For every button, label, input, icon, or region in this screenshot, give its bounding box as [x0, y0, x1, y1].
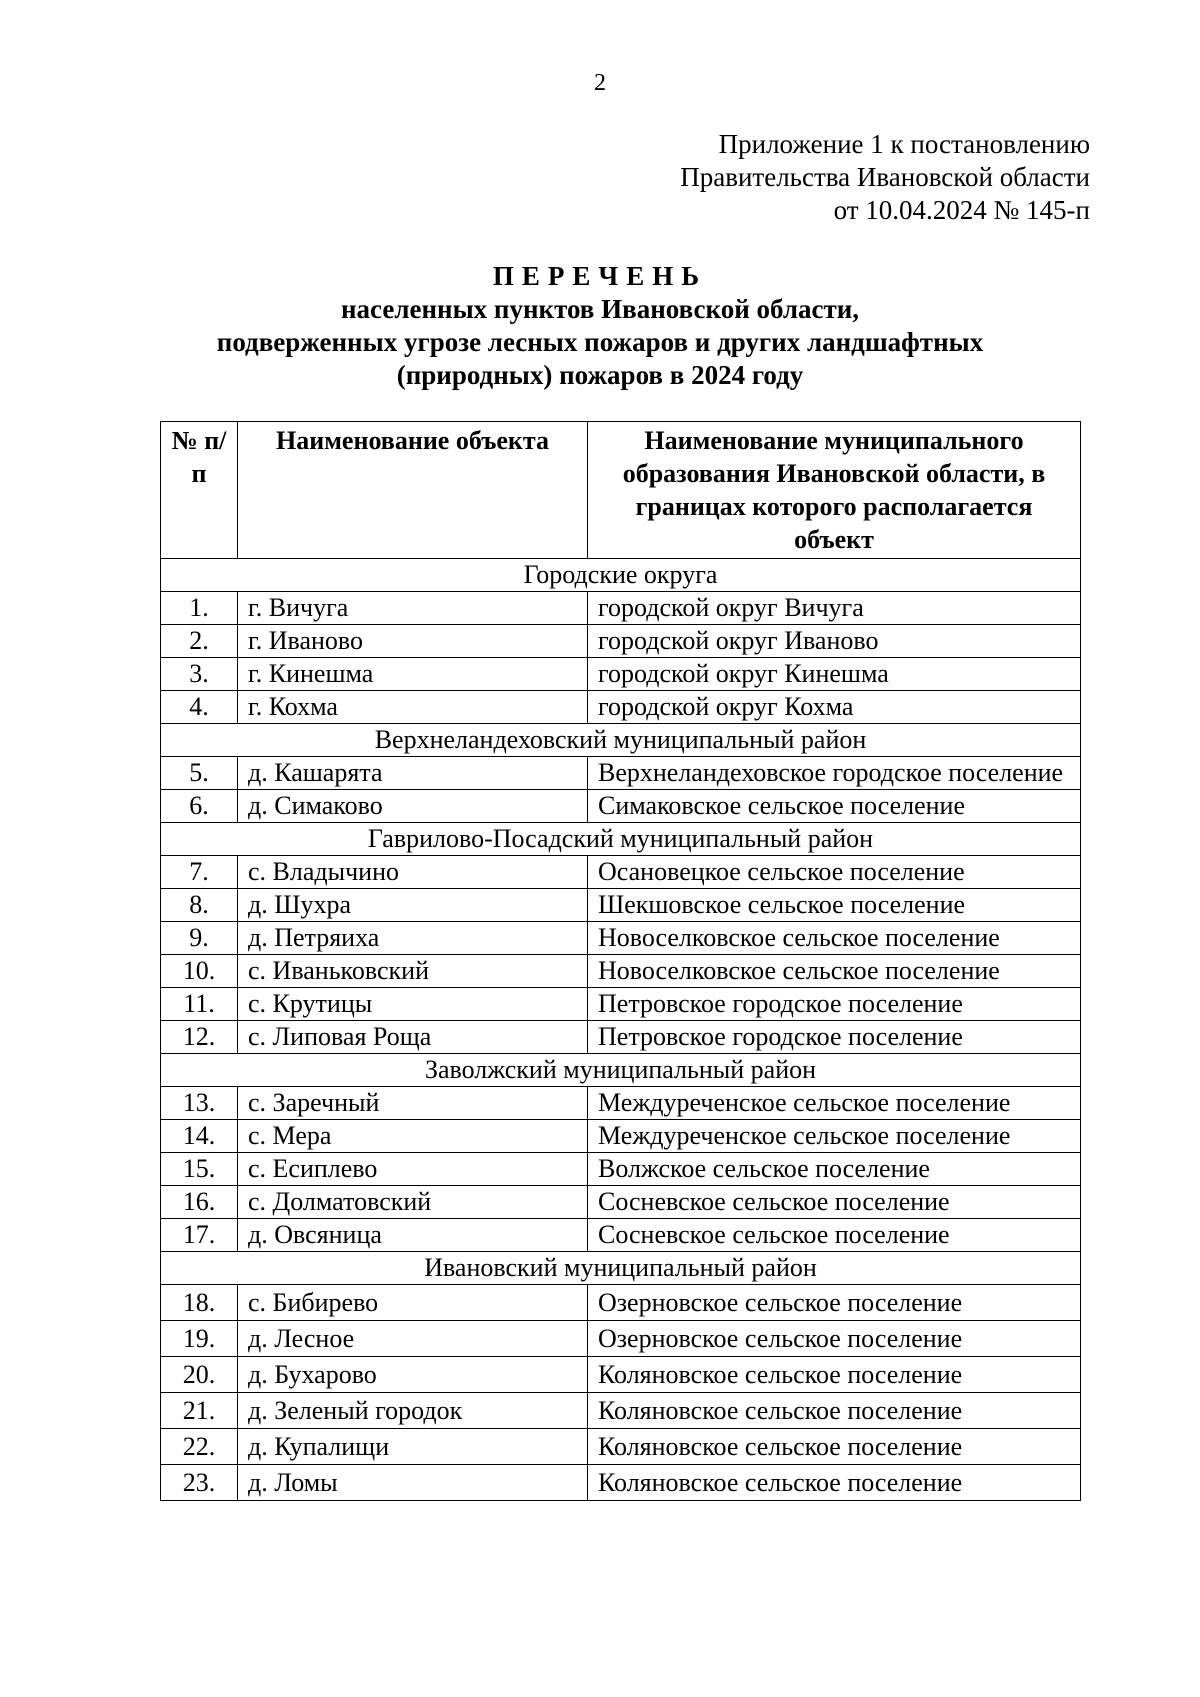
row-object: д. Лесное [238, 1321, 588, 1357]
table-row [161, 1321, 1081, 1357]
row-municipality: Сосневское сельское поселение [588, 1186, 1081, 1219]
header-object: Наименование объекта [238, 422, 588, 559]
row-municipality: Коляновское сельское поселение [588, 1465, 1081, 1501]
header-num: № п/п [161, 422, 238, 559]
table-row [161, 1357, 1081, 1393]
row-municipality: Коляновское сельское поселение [588, 1357, 1081, 1393]
row-number: 12. [161, 1021, 238, 1054]
table-row [161, 1120, 1081, 1153]
settlements-table [160, 421, 1081, 1501]
row-number: 4. [161, 691, 238, 724]
row-object: с. Крутицы [238, 988, 588, 1021]
row-number: 19. [161, 1321, 238, 1357]
table-row [161, 757, 1081, 790]
row-number: 5. [161, 757, 238, 790]
table-row [161, 922, 1081, 955]
table-row [161, 1021, 1081, 1054]
table-body [161, 559, 1081, 1501]
row-municipality: городской округ Кинешма [588, 658, 1081, 691]
row-municipality: Волжское сельское поселение [588, 1153, 1081, 1186]
row-municipality: Озерновское сельское поселение [588, 1321, 1081, 1357]
row-object: г. Иваново [238, 625, 588, 658]
row-object: д. Ломы [238, 1465, 588, 1501]
title-heading: ПЕРЕЧЕНЬ [492, 261, 708, 291]
row-number: 10. [161, 955, 238, 988]
table-row [161, 1219, 1081, 1252]
section-row [161, 559, 1081, 592]
row-municipality: городской округ Кохма [588, 691, 1081, 724]
row-municipality: Новоселковское сельское поселение [588, 922, 1081, 955]
header-municipality: Наименование муниципального образования Ивановской области, в границах которого располагается объект [588, 422, 1081, 559]
row-municipality: Петровское городское поселение [588, 1021, 1081, 1054]
appendix-line: от 10.04.2024 № 145-п [833, 195, 1090, 225]
page-number: 2 [594, 70, 606, 96]
appendix-line: Правительства Ивановской области [680, 162, 1090, 192]
row-number: 14. [161, 1120, 238, 1153]
table-row [161, 658, 1081, 691]
row-object: с. Липовая Роща [238, 1021, 588, 1054]
table-row [161, 1429, 1081, 1465]
row-municipality: городской округ Вичуга [588, 592, 1081, 625]
row-object: д. Шухра [238, 889, 588, 922]
row-municipality: Симаковское сельское поселение [588, 790, 1081, 823]
row-municipality: Новоселковское сельское поселение [588, 955, 1081, 988]
row-number: 6. [161, 790, 238, 823]
row-object: д. Зеленый городок [238, 1393, 588, 1429]
row-number: 20. [161, 1357, 238, 1393]
section-title: Заволжский муниципальный район [161, 1054, 1081, 1087]
row-object: д. Овсяница [238, 1219, 588, 1252]
section-row [161, 1252, 1081, 1285]
row-object: с. Мера [238, 1120, 588, 1153]
row-object: с. Долматовский [238, 1186, 588, 1219]
row-municipality: Коляновское сельское поселение [588, 1393, 1081, 1429]
section-title: Гаврилово-Посадский муниципальный район [161, 823, 1081, 856]
row-municipality: городской округ Иваново [588, 625, 1081, 658]
row-number: 2. [161, 625, 238, 658]
row-number: 16. [161, 1186, 238, 1219]
row-number: 9. [161, 922, 238, 955]
row-object: д. Симаково [238, 790, 588, 823]
row-municipality: Озерновское сельское поселение [588, 1285, 1081, 1321]
row-object: с. Есиплево [238, 1153, 588, 1186]
row-object: д. Бухарово [238, 1357, 588, 1393]
section-title: Городские округа [161, 559, 1081, 592]
row-object: д. Купалищи [238, 1429, 588, 1465]
row-number: 1. [161, 592, 238, 625]
table-row [161, 1465, 1081, 1501]
row-number: 15. [161, 1153, 238, 1186]
row-object: д. Кашарята [238, 757, 588, 790]
row-object: с. Бибирево [238, 1285, 588, 1321]
appendix-reference [680, 128, 1090, 227]
row-number: 8. [161, 889, 238, 922]
table-row [161, 790, 1081, 823]
table-row [161, 889, 1081, 922]
section-row [161, 724, 1081, 757]
table-header-row [161, 422, 1081, 559]
row-municipality: Междуреченское сельское поселение [588, 1120, 1081, 1153]
row-municipality: Осановецкое сельское поселение [588, 856, 1081, 889]
row-number: 11. [161, 988, 238, 1021]
table-row [161, 1393, 1081, 1429]
row-municipality: Междуреченское сельское поселение [588, 1087, 1081, 1120]
title-line: подверженных угрозе лесных пожаров и других ландшафтных [216, 327, 984, 357]
table-row [161, 691, 1081, 724]
row-municipality: Шекшовское сельское поселение [588, 889, 1081, 922]
section-title: Верхнеландеховский муниципальный район [161, 724, 1081, 757]
section-row [161, 1054, 1081, 1087]
table-row [161, 856, 1081, 889]
row-object: с. Заречный [238, 1087, 588, 1120]
table-row [161, 625, 1081, 658]
section-row [161, 823, 1081, 856]
table-row [161, 1186, 1081, 1219]
title-line: населенных пунктов Ивановской области, [340, 294, 860, 324]
table-row [161, 955, 1081, 988]
row-number: 18. [161, 1285, 238, 1321]
row-municipality: Коляновское сельское поселение [588, 1429, 1081, 1465]
row-object: г. Вичуга [238, 592, 588, 625]
table-row [161, 988, 1081, 1021]
row-municipality: Сосневское сельское поселение [588, 1219, 1081, 1252]
row-number: 23. [161, 1465, 238, 1501]
row-municipality: Петровское городское поселение [588, 988, 1081, 1021]
table-row [161, 1285, 1081, 1321]
row-number: 21. [161, 1393, 238, 1429]
row-number: 22. [161, 1429, 238, 1465]
table-row [161, 1087, 1081, 1120]
table-row [161, 1153, 1081, 1186]
table-row [161, 592, 1081, 625]
appendix-line: Приложение 1 к постановлению [718, 129, 1090, 159]
row-number: 3. [161, 658, 238, 691]
row-number: 7. [161, 856, 238, 889]
row-number: 17. [161, 1219, 238, 1252]
row-object: с. Владычино [238, 856, 588, 889]
row-number: 13. [161, 1087, 238, 1120]
document-title [0, 260, 1200, 392]
title-line: (природных) пожаров в 2024 году [396, 360, 804, 390]
row-object: д. Петряиха [238, 922, 588, 955]
row-municipality: Верхнеландеховское городское поселение [588, 757, 1081, 790]
row-object: г. Кохма [238, 691, 588, 724]
section-title: Ивановский муниципальный район [161, 1252, 1081, 1285]
row-object: г. Кинешма [238, 658, 588, 691]
row-object: с. Иваньковский [238, 955, 588, 988]
